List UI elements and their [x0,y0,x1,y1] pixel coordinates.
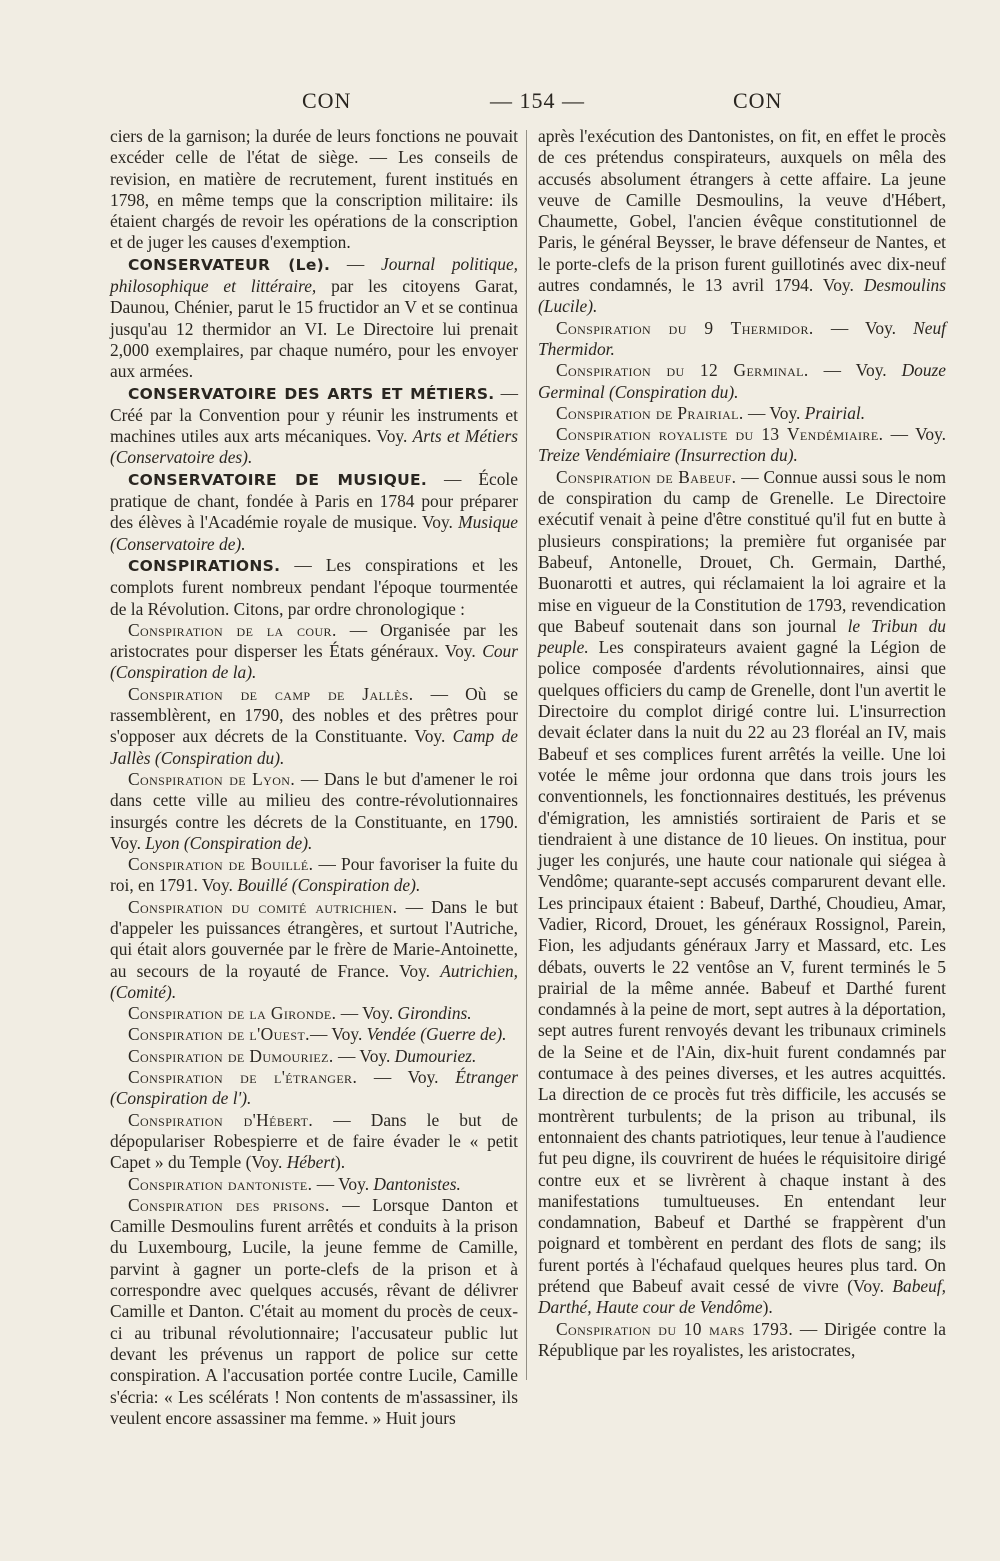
cross-reference: Vendée (Guerre de). [366,1024,507,1045]
entry-paragraph [110,555,518,620]
cross-reference: Girondins. [397,1003,472,1024]
entry-paragraph [110,126,518,254]
entry-text: — Voy. [883,424,946,445]
entry-paragraph [110,1195,518,1429]
entry-text: — Voy. [333,1045,395,1066]
entry-text: — Dans le but d'appeler les puissances étrangères, et surtout l'Autriche, qui était alors gouvernée par le frère de Marie-Antoinette, au secours de la royauté de France. Voy. [110,896,519,981]
cross-reference: Dumouriez. [394,1045,477,1066]
entry-subheading: Conspiration royaliste du 13 Vendémiaire. [556,424,884,445]
entry-paragraph [538,126,946,318]
entry-text: ). [335,1152,346,1173]
entry-text: — Organisée par les aristocrates pour disperser les États généraux. Voy. [110,619,518,662]
cross-reference: le Tribun du peuple. [538,615,946,658]
entry-headword: CONSERVATOIRE DES ARTS ET MÉTIERS. [128,384,495,403]
cross-reference: Autrichien, (Comité). [110,960,518,1002]
entry-paragraph [110,254,518,383]
entry-subheading: Conspiration d'Hébert. [128,1109,314,1130]
cross-reference: Babeuf, Darthé, Haute cour de Vendôme [538,1276,946,1318]
entry-paragraph [538,360,946,403]
entry-text: — École pratique de chant, fondée à Paris en 1784 pour préparer des élèves à l'Académie royale de musique. Voy. [110,468,518,533]
entry-paragraph [538,403,946,424]
page-number: — 154 — [490,88,585,113]
entry-subheading: Conspiration de Bouillé. [128,854,314,875]
entry-text: — Où se rassemblèrent, en 1790, des nobles et des prêtres pour s'opposer aux décrets de la Constituante. Voy. [110,683,518,747]
cross-reference: Étranger (Conspiration de l'). [110,1067,518,1109]
entry-text: par les citoyens Garat, Daunou, Chénier, parut le 15 fructidor an V et se continua jusqu'au 12 thermidor an VI. Le Directoire lui prenait 2,000 exemplaires, par chaque numéro, pour les envoyer aux armées. [110,276,518,382]
cross-reference: Camp de Jallès (Conspiration du). [110,726,518,768]
entry-subheading: Conspiration des prisons. [128,1194,330,1215]
entry-paragraph [110,1174,518,1195]
entry-subheading: Conspiration de la Gironde. [128,1003,337,1024]
left-column [110,126,518,1429]
entry-text: — Dans le but de dépopulariser Robespierre et de faire évader le « petit Capet » du Temple (Voy. [110,1109,519,1173]
cross-reference: Douze Germinal (Conspiration du). [538,360,947,402]
cross-reference: Cour (Conspiration de la). [110,641,518,683]
header-left-word: CON [302,88,352,113]
cross-reference: Arts et Métiers (Conservatoire des). [110,426,518,468]
entry-subheading: Conspiration de la cour. [128,619,337,640]
entry-paragraph [110,1110,518,1174]
cross-reference: Dantonistes. [373,1173,461,1194]
cross-reference: Hébert [286,1152,335,1173]
entry-paragraph [110,620,518,684]
running-header [0,88,1000,120]
entry-headword: CONSPIRATIONS. [128,556,281,575]
column-divider [526,130,527,1380]
entry-subheading: Conspiration du 12 Germinal. [556,360,809,381]
entry-text: — Pour favoriser la fuite du roi, en 1791. Voy. [110,854,518,896]
entry-paragraph [110,684,518,769]
cross-reference: Desmoulins (Lucile). [538,275,946,317]
entry-paragraph [538,1319,946,1362]
entry-text: — Dirigée contre la République par les royalistes, les aristocrates, [538,1318,946,1360]
cross-reference: Lyon (Conspiration de). [145,832,313,853]
cross-reference: Prairial. [804,402,866,423]
entry-text: ciers de la garnison; la durée de leurs fonctions ne pouvait excéder celle de l'état de siège. — Les conseils de revision, en matière de recrutement, furent institués en 1798, en même temps que la conscription militaire: ils étaient chargés de revoir les opérations de la conscription et de juger les causes d'exemption. [110,126,518,253]
entry-text: — Lorsque Danton et Camille Desmoulins furent arrêtés et conduits à la prison du Luxembourg, Lucile, la jeune femme de Camille, parvint à gagner un porte-clefs de la prison et à correspondre avec quelques accusés, rêvant de délivrer Camille et Danton. C'était au moment du procès de ceux-ci au tribunal révolutionnaire; l'accusateur public lut devant les prévenus un rapport de police sur cette conspiration. A l'accusation portée contre Lucile, Camille s'écria: « Les scélérats ! Non contents de m'assassiner, ils veulent encore assassiner ma femme. » Huit jours [110,1194,519,1428]
entry-text: — Dans le but d'amener le roi dans cette ville au milieu des contre-révolutionnaires insurgés contre les décrets de la Constituante, en 1790. Voy. [110,768,518,853]
entry-paragraph [110,1067,518,1110]
entry-paragraph [110,769,518,854]
entry-subheading: Conspiration du comité autrichien. [128,896,398,917]
entry-paragraph [538,467,946,1319]
entry-paragraph [110,383,518,469]
entry-subheading: Conspiration de Lyon. [128,768,296,789]
entry-text: — Les conspirations et les complots furent nombreux pendant l'époque tourmentée de la Révolution. Citons, par ordre chronologique : [110,554,518,619]
entry-subheading: Conspiration du 9 Thermidor. [556,317,814,338]
entry-subheading: Conspiration de Dumouriez. [128,1045,334,1066]
entry-subheading: Conspiration de Babeuf. [556,466,737,487]
entry-text: après l'exécution des Dantonistes, on fit, en effet le procès de ces prétendus conspirateurs, auxquels on mêla des accusés absolument étrangers à cette affaire. La jeune veuve de Camille Desmoulins, la veuve d'Hébert, Chaumette, Gobel, l'ancien évêque constitutionnel de Paris, le général Beysser, le brave défenseur de Nantes, et le porte-clefs de la prison furent guillotinés avec dix-neuf autres condamnés, le 13 avril 1794. Voy. [538,126,946,296]
cross-reference: Treize Vendémiaire (Insurrection du). [538,445,798,466]
entry-text: — Voy. [743,402,805,423]
entry-text: — Voy. [336,1003,398,1024]
entry-headword: CONSERVATOIRE DE MUSIQUE. [128,470,428,489]
cross-reference: Musique (Conservatoire de). [110,512,518,554]
entry-subheading: Conspiration de Prairial. [556,402,744,423]
entry-text: — Voy. [312,1173,374,1194]
header-right-word: CON [733,88,783,113]
cross-reference: Bouillé (Conspiration de). [237,875,421,896]
entry-paragraph [538,424,946,467]
entry-paragraph [538,318,946,361]
entry-text: — [330,253,382,274]
entry-paragraph [110,854,518,897]
entry-subheading: Conspiration de camp de Jallès. [128,683,414,704]
entry-headword: CONSERVATEUR (Le). [128,255,331,274]
entry-subheading: Conspiration de l'étranger. [128,1067,358,1088]
cross-reference: Neuf Thermidor. [538,317,947,359]
entry-subheading: Conspiration de l'Ouest. [128,1024,310,1045]
entry-text: — Créé par la Convention pour y réunir les instruments et machines utiles aux arts mécaniques. Voy. [110,382,518,447]
entry-text: — Connue aussi sous le nom de conspiration du camp de Grenelle. Le Directoire exécutif venait à peine d'être constitué qu'il fut en butte à plusieurs conspirations; la première fut organisée par Babeuf, Antonelle, Drouet, Ch. Germain, Darthé, Buonarotti et autres, qui réclamaient la loi agraire et la mise en vigueur de la Constitution de 1793, revendication que Babeuf soutenait dans son journal [538,466,946,636]
entry-text: — Voy. [813,317,914,338]
entry-text: ). [762,1297,773,1318]
right-column [538,126,946,1361]
entry-paragraph [110,1003,518,1024]
entry-text: — Voy. [357,1067,456,1088]
entry-paragraph [110,1046,518,1067]
entry-paragraph [110,897,518,1003]
entry-subheading: Conspiration du 10 mars 1793. [556,1318,794,1339]
entry-subheading: Conspiration dantoniste. [128,1173,313,1194]
entry-paragraph [110,469,518,555]
cross-reference: Journal politique, philosophique et littéraire, [110,253,519,297]
entry-text: — Voy. [808,360,902,381]
entry-paragraph [110,1024,518,1045]
entry-text: Les conspirateurs avaient gagné la Légion de police composée d'ardents révolutionnaires, ainsi que quelques officiers du camp de Grenelle, dont l'un avertit le Directoire du complot dirigé contre lui. L'insurrection devait éclater dans la nuit du 22 au 23 floréal an IV, mais Babeuf et ses complices furent arrêtés la veille. Une loi votée le même jour ordonna que dans trois jours les conventionnels, les fonctionnaires destitués, les prévenus d'émigration, les amnistiés sortiraient de Paris et se tiendraient à une distance de 10 lieues. On institua, pour juger les conjurés, une haute cour nationale qui siégea à Vendôme; quarante-sept accusés comparurent devant elle. Les principaux étaient : Babeuf, Darthé, Choudieu, Amar, Vadier, Ricord, Drouet, les généraux Rossignol, Parein, Fion, les adjudants généraux Jarry et Massard, etc. Les débats, ouverts le 22 ventôse an V, furent terminés le 5 prairial de la même année. Babeuf et Darthé furent condamnés à la peine de mort, sept autres à la déportation, sept autres furent renvoyés devant les tribunaux criminels de la Seine et de l'Ain, dix-huit furent condamnés par contumace à des peines diverses, et les autres acquittés. La direction de ce procès fut très difficile, les accusés se montrèrent turbulents; de la prison au tribunal, ils entonnaient des chants patriotiques, leur tenue à l'audience fut peu digne, ils couvrirent de huées le réquisitoire dirigé contre eux et se livrèrent à chaque instant à des manifestations tumultueuses. En entendant leur condamnation, Babeuf et Darthé se frappèrent d'un poignard et tombèrent en perdant des flots de sang; ils furent portés à l'échafaud quelques heures plus tard. On prétend que Babeuf avait cessé de vivre (Voy. [538,637,946,1297]
entry-text: — Voy. [309,1024,367,1045]
